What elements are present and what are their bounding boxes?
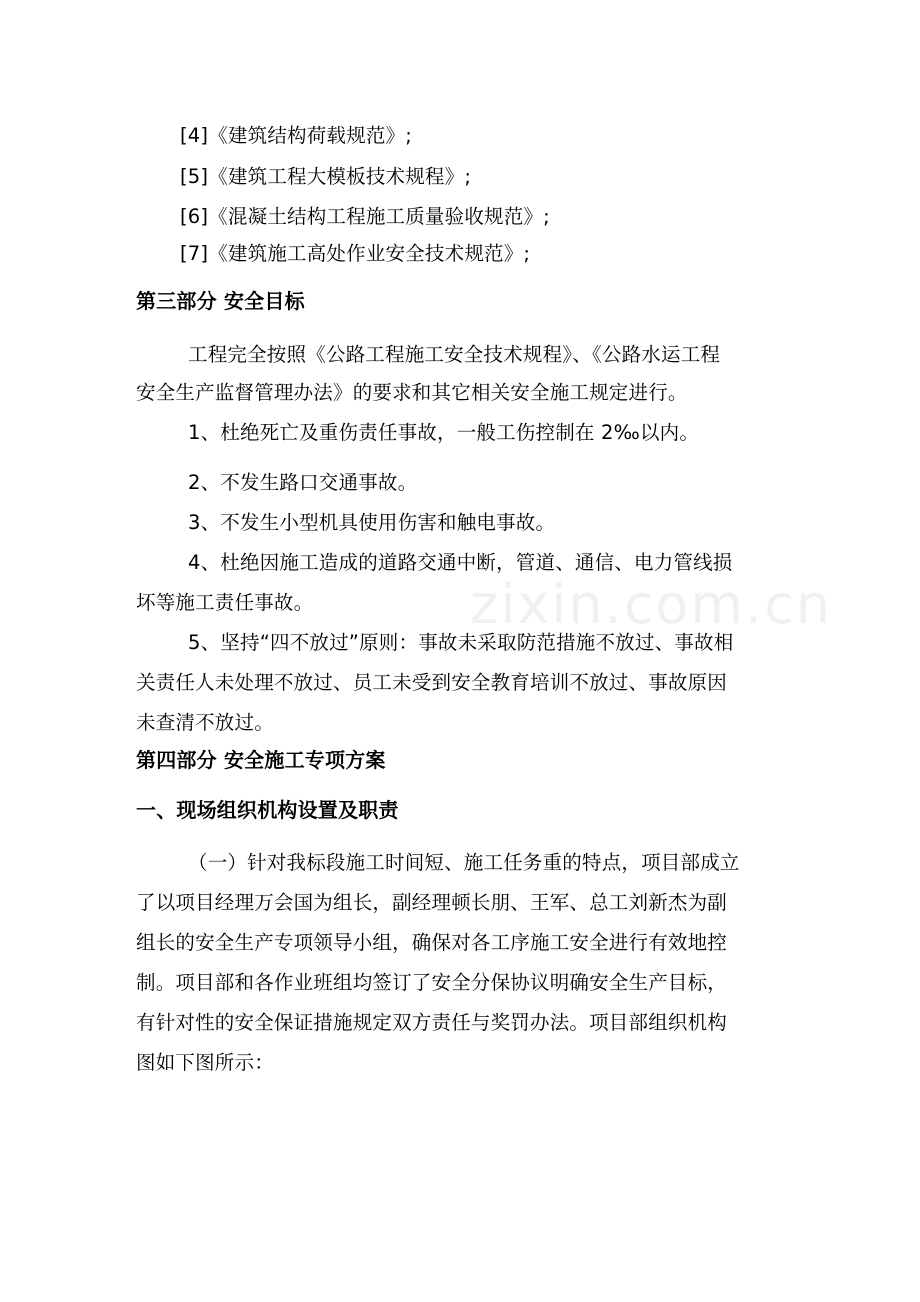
goal-item: 2、不发生路口交通事故。 bbox=[188, 471, 418, 494]
paragraph-line: 制。项目部和各作业班组均签订了安全分保协议明确安全生产目标， bbox=[136, 971, 728, 994]
paragraph-line: 安全生产监督管理办法》的要求和其它相关安全施工规定进行。 bbox=[136, 381, 688, 404]
goal-item: 1、杜绝死亡及重伤责任事故，一般工伤控制在 2‰以内。 bbox=[188, 421, 700, 444]
section-heading-part4: 第四部分 安全施工专项方案 bbox=[136, 748, 386, 772]
paragraph-line: （一）针对我标段施工时间短、施工任务重的特点，项目部成立 bbox=[188, 851, 740, 874]
reference-item: [6]《混凝土结构工程施工质量验收规范》; bbox=[180, 205, 550, 228]
paragraph-line: 组长的安全生产专项领导小组，确保对各工序施工安全进行有效地控 bbox=[136, 931, 728, 954]
subsection-heading: 一、现场组织机构设置及职责 bbox=[136, 798, 399, 822]
goal-item: 3、不发生小型机具使用伤害和触电事故。 bbox=[188, 511, 556, 534]
goal-item-continuation: 坏等施工责任事故。 bbox=[136, 591, 314, 614]
reference-item: [4]《建筑结构荷载规范》; bbox=[180, 124, 412, 147]
paragraph-line: 图如下图所示： bbox=[136, 1051, 274, 1074]
paragraph-line justify: 工程完全按照《公路工程施工安全技术规程》、《公路水运工程 bbox=[188, 343, 721, 366]
goal-item-continuation: 关责任人未处理不放过、员工未受到安全教育培训不放过、事故原因 bbox=[136, 671, 728, 694]
reference-item: [5]《建筑工程大模板技术规程》; bbox=[180, 165, 472, 188]
goal-item: 4、杜绝因施工造成的道路交通中断，管道、通信、电力管线损 bbox=[188, 551, 733, 574]
watermark: zixin.com.cn bbox=[470, 573, 833, 636]
paragraph-line: 了以项目经理万会国为组长，副经理顿长朋、王军、总工刘新杰为副 bbox=[136, 891, 728, 914]
paragraph-line: 有针对性的安全保证措施规定双方责任与奖罚办法。项目部组织机构 bbox=[136, 1011, 728, 1034]
reference-item: [7]《建筑施工高处作业安全技术规范》; bbox=[180, 242, 531, 265]
goal-item: 5、坚持“四不放过”原则：事故未采取防范措施不放过、事故相 bbox=[188, 631, 734, 654]
section-heading-part3: 第三部分 安全目标 bbox=[136, 289, 305, 313]
goal-item-continuation: 未查清不放过。 bbox=[136, 711, 274, 734]
